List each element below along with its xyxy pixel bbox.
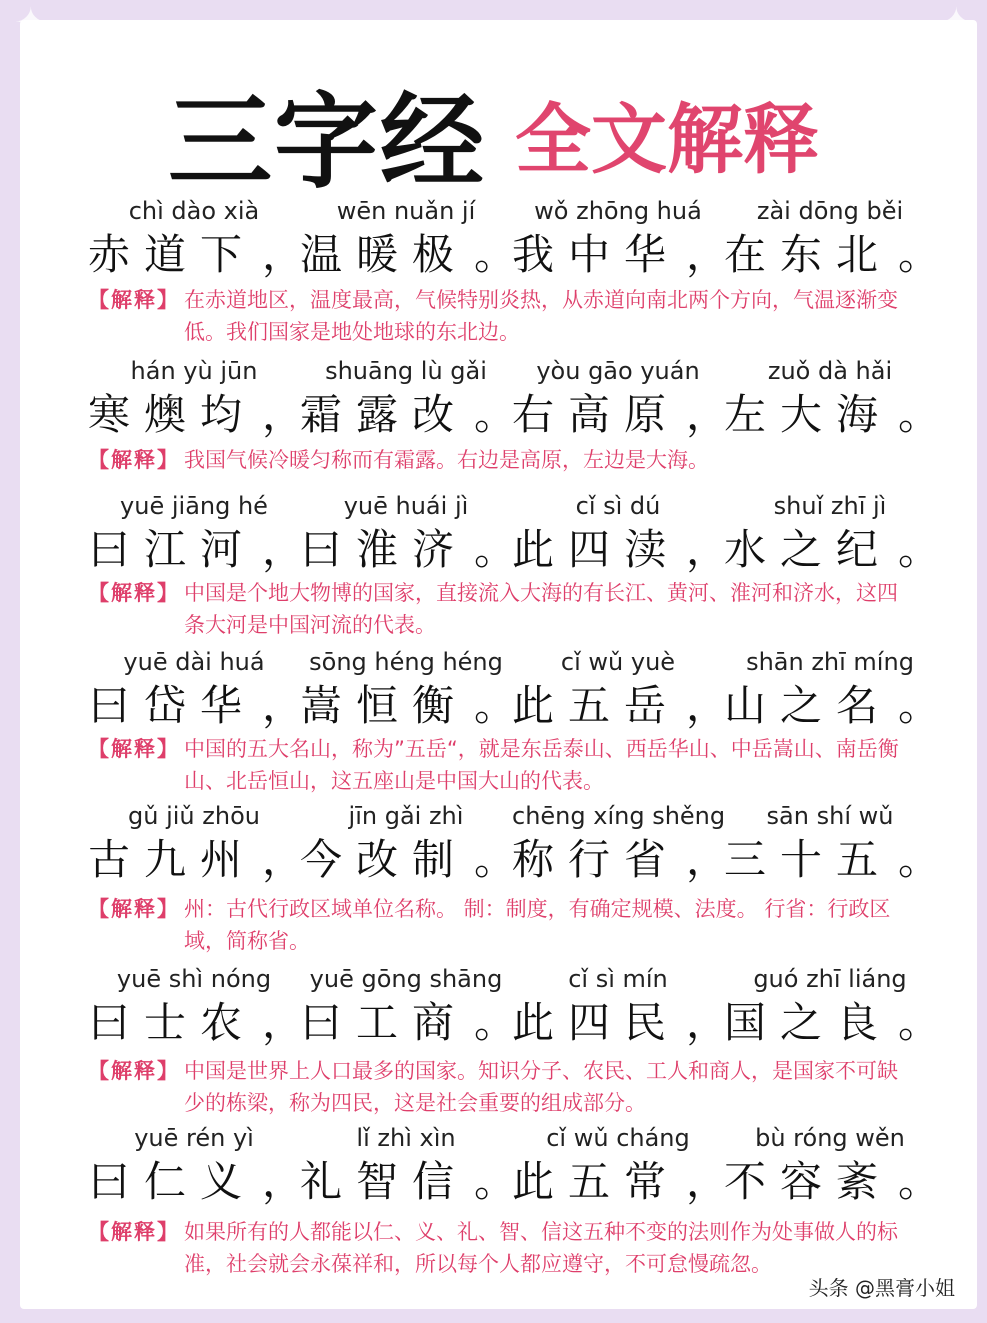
hanzi-row [88,995,941,1051]
punctuation: 。 [898,1157,941,1206]
punctuation: ， [686,1157,729,1206]
hanzi-phrase [88,522,305,578]
pinyin-text: cǐ sì dú [575,492,661,520]
hanzi-phrase [724,832,941,888]
punctuation: ， [686,681,729,730]
pinyin-text: yuē huái jì [343,492,469,520]
punctuation: 。 [898,835,941,884]
title-main: 三字经 [167,81,486,203]
explain-tag: 【解释】 [88,737,180,761]
explain-tag: 【解释】 [88,288,180,312]
hanzi-phrase [724,995,941,1051]
punctuation: 。 [474,1157,517,1206]
pinyin-row [88,195,938,227]
pinyin-row [88,490,938,522]
hanzi-text: 称行省 [512,835,681,884]
punctuation: 。 [474,681,517,730]
punctuation: 。 [898,998,941,1047]
hanzi-phrase [300,678,517,734]
explain-tag: 【解释】 [88,1220,180,1244]
hanzi-phrase [300,832,517,888]
pinyin-text: yuē shì nóng [116,965,272,993]
hanzi-text: 左大海 [724,390,893,439]
hanzi-phrase [300,227,517,283]
hanzi-phrase [724,387,941,443]
hanzi-row [88,678,941,734]
explain-text: 中国是世界上人口最多的国家。知识分子、农民、工人和商人，是国家不可缺少的栋梁，称为四民，这是社会重要的组成部分。 [184,1059,898,1115]
hanzi-phrase [88,227,305,283]
hanzi-text: 此五常 [512,1157,681,1206]
punctuation: ， [686,390,729,439]
pinyin-text: chì dào xià [128,197,260,225]
hanzi-phrase [512,832,729,888]
explanation [88,1216,918,1280]
pinyin-text: guó zhī liáng [753,965,907,993]
hanzi-row [88,227,941,283]
pinyin-text: yuē jiāng hé [120,492,268,520]
punctuation: ， [262,681,305,730]
hanzi-text: 曰工商 [300,998,469,1047]
pinyin-text: zuǒ dà hǎi [767,357,893,385]
punctuation: ， [262,525,305,574]
hanzi-text: 山之名 [724,681,893,730]
hanzi-phrase [88,1154,305,1210]
hanzi-text: 赤道下 [88,230,257,279]
hanzi-text: 曰仁义 [88,1157,257,1206]
hanzi-phrase [88,387,305,443]
punctuation: 。 [474,525,517,574]
punctuation: ， [262,1157,305,1206]
hanzi-phrase [300,1154,517,1210]
punctuation: 。 [898,230,941,279]
verse-block [88,646,941,734]
hanzi-text: 此五岳 [512,681,681,730]
page-title [0,58,987,208]
punctuation: 。 [898,390,941,439]
pinyin-text: yòu gāo yuán [536,357,700,385]
decor-sparkle: ✦ [939,0,973,46]
pinyin-row [88,646,938,678]
pinyin-text: yuē gōng shāng [309,965,503,993]
hanzi-text: 右高原 [512,390,681,439]
pinyin-text: shān zhī míng [746,648,914,676]
punctuation: 。 [474,998,517,1047]
verse-block [88,490,941,578]
hanzi-row [88,832,941,888]
hanzi-row [88,522,941,578]
pinyin-text: jīn gǎi zhì [348,802,464,830]
explanation [88,444,918,476]
punctuation: ， [686,835,729,884]
hanzi-row [88,387,941,443]
explanation [88,577,918,641]
pinyin-row [88,1122,938,1154]
hanzi-text: 此四渎 [512,525,681,574]
verse-block [88,195,941,283]
verse-block [88,1122,941,1210]
hanzi-phrase [512,678,729,734]
hanzi-text: 礼智信 [300,1157,469,1206]
hanzi-text: 曰江河 [88,525,257,574]
explain-tag: 【解释】 [88,448,180,472]
explain-text: 如果所有的人都能以仁、义、礼、智、信这五种不变的法则作为处事做人的标准，社会就会永葆祥和，所以每个人都应遵守，不可怠慢疏忽。 [184,1220,898,1276]
hanzi-text: 嵩恒衡 [300,681,469,730]
explain-text: 中国是个地大物博的国家，直接流入大海的有长江、黄河、淮河和济水，这四条大河是中国河流的代表。 [184,581,898,637]
hanzi-phrase [300,995,517,1051]
pinyin-row [88,800,938,832]
verse-block [88,963,941,1051]
explain-text: 我国气候冷暖匀称而有霜露。右边是高原，左边是大海。 [184,448,709,472]
punctuation: ， [262,835,305,884]
hanzi-phrase [88,995,305,1051]
pinyin-text: lǐ zhì xìn [356,1124,456,1152]
pinyin-text: yuē rén yì [134,1124,254,1152]
decor-sparkle: ✦ [14,0,48,46]
hanzi-phrase [512,227,729,283]
hanzi-text: 曰士农 [88,998,257,1047]
verse-block [88,800,941,888]
pinyin-text: gǔ jiǔ zhōu [128,802,260,830]
pinyin-text: wǒ zhōng huá [534,197,702,225]
pinyin-text: zài dōng běi [756,197,904,225]
pinyin-text: cǐ sì mín [568,965,668,993]
punctuation: ， [262,998,305,1047]
pinyin-text: yuē dài huá [123,648,265,676]
hanzi-text: 寒燠均 [88,390,257,439]
pinyin-text: cǐ wǔ yuè [560,648,676,676]
hanzi-text: 不容紊 [724,1157,893,1206]
pinyin-text: shuāng lù gǎi [325,357,487,385]
hanzi-phrase [512,1154,729,1210]
hanzi-phrase [300,522,517,578]
punctuation: 。 [474,230,517,279]
pinyin-text: shuǐ zhī jì [773,492,887,520]
hanzi-text: 曰淮济 [300,525,469,574]
hanzi-text: 霜露改 [300,390,469,439]
hanzi-row [88,1154,941,1210]
punctuation: 。 [898,681,941,730]
explain-tag: 【解释】 [88,897,180,921]
explain-tag: 【解释】 [88,1059,180,1083]
punctuation: 。 [474,835,517,884]
punctuation: ， [686,998,729,1047]
explanation [88,284,918,348]
pinyin-text: hán yù jūn [130,357,258,385]
pinyin-text: wēn nuǎn jí [336,197,476,225]
title-sub: 全文解释 [515,94,820,184]
pinyin-text: cǐ wǔ cháng [546,1124,690,1152]
pinyin-text: chēng xíng shěng [512,802,726,830]
hanzi-phrase [724,678,941,734]
watermark: 头条 @黑膏小姐 [805,1270,959,1303]
punctuation: ， [686,230,729,279]
explain-text: 州：古代行政区域单位名称。 制：制度，有确定规模、法度。 行省：行政区域，简称省。 [184,897,891,953]
explanation [88,733,918,797]
explanation [88,893,918,957]
punctuation: 。 [474,390,517,439]
hanzi-phrase [88,832,305,888]
hanzi-text: 三十五 [724,835,893,884]
hanzi-text: 水之纪 [724,525,893,574]
hanzi-text: 温暖极 [300,230,469,279]
hanzi-text: 此四民 [512,998,681,1047]
hanzi-phrase [512,387,729,443]
punctuation: ， [262,230,305,279]
hanzi-phrase [88,678,305,734]
pinyin-text: bù róng wěn [755,1124,905,1152]
pinyin-row [88,963,938,995]
pinyin-text: sān shí wǔ [766,802,894,830]
pinyin-text: sōng héng héng [309,648,503,676]
hanzi-text: 今改制 [300,835,469,884]
hanzi-text: 国之良 [724,998,893,1047]
hanzi-phrase [724,522,941,578]
hanzi-phrase [512,995,729,1051]
explain-tag: 【解释】 [88,581,180,605]
verse-block [88,355,941,443]
hanzi-phrase [724,227,941,283]
explanation [88,1055,918,1119]
explain-text: 在赤道地区，温度最高，气候特别炎热，从赤道向南北两个方向，气温逐渐变低。我们国家是地处地球的东北边。 [184,288,898,344]
hanzi-text: 曰岱华 [88,681,257,730]
hanzi-text: 我中华 [512,230,681,279]
hanzi-phrase [512,522,729,578]
hanzi-phrase [724,1154,941,1210]
explain-text: 中国的五大名山，称为”五岳“，就是东岳泰山、西岳华山、中岳嵩山、南岳衡山、北岳恒山，这五座山是中国大山的代表。 [184,737,899,793]
hanzi-text: 古九州 [88,835,257,884]
punctuation: 。 [898,525,941,574]
punctuation: ， [262,390,305,439]
pinyin-row [88,355,938,387]
hanzi-phrase [300,387,517,443]
hanzi-text: 在东北 [724,230,893,279]
punctuation: ， [686,525,729,574]
